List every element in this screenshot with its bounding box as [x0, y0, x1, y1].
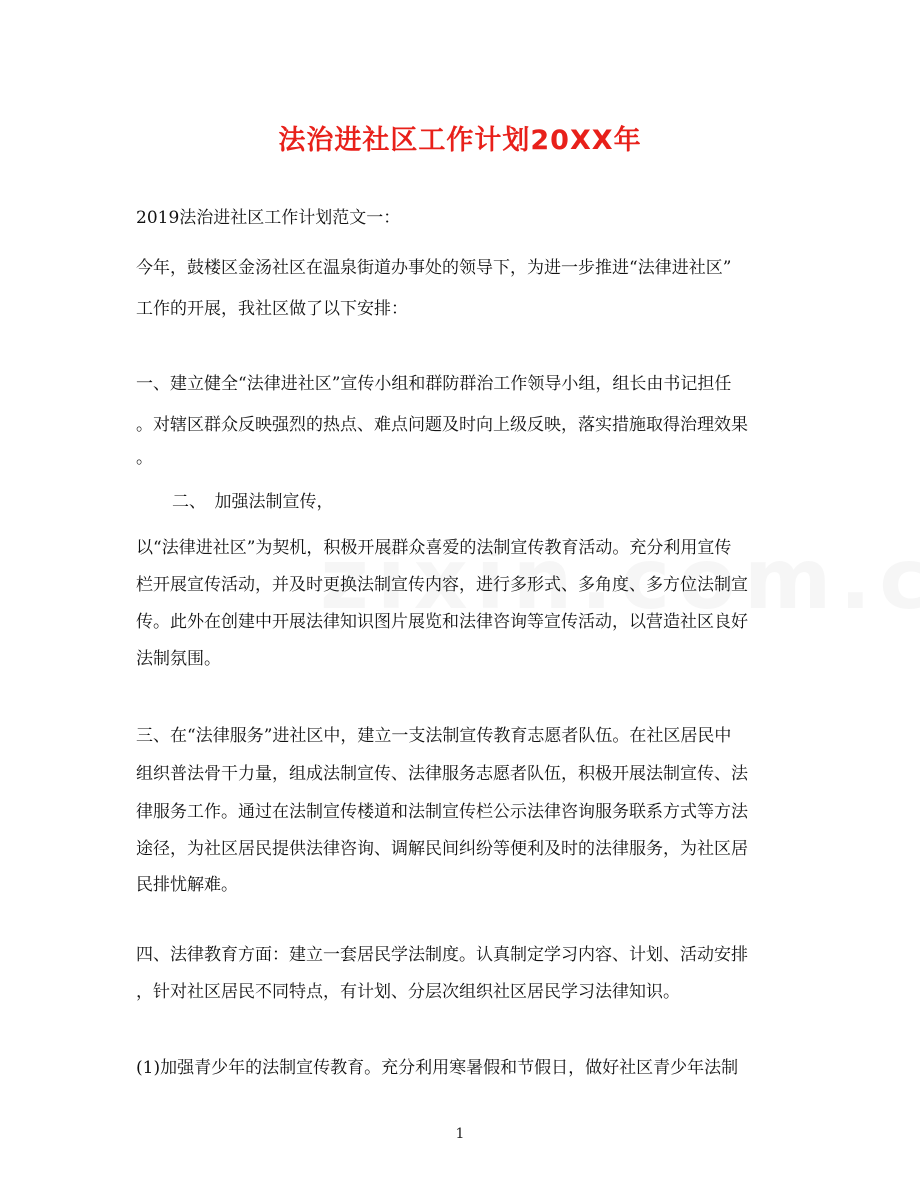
text-line: 民排忧解难。 — [136, 875, 238, 895]
document-title: 法治进社区工作计划20XX年 — [278, 125, 642, 156]
text-line: 法制氛围。 — [136, 649, 221, 669]
section-heading: 二、 加强法制宣传， — [172, 492, 334, 512]
text-line: 栏开展宣传活动，并及时更换法制宣传内容，进行多形式、多角度、多方位法制宣 — [136, 575, 748, 595]
text-line: ，针对社区居民不同特点，有计划、分层次组织社区居民学习法律知识。 — [136, 982, 680, 1002]
text-line: 三、在“法律服务”进社区中，建立一支法制宣传教育志愿者队伍。在社区居民中 — [136, 726, 732, 746]
text-line: 今年，鼓楼区金汤社区在温泉街道办事处的领导下，为进一步推进“法律进社区” — [136, 258, 732, 278]
text-line: 以“法律进社区”为契机，积极开展群众喜爱的法制宣传教育活动。充分利用宣传 — [136, 538, 732, 558]
text-line: 一、建立健全“法律进社区”宣传小组和群防群治工作领导小组，组长由书记担任 — [136, 374, 732, 394]
text-line: 律服务工作。通过在法制宣传楼道和法制宣传栏公示法律咨询服务联系方式等方法 — [136, 802, 748, 822]
text-line: (1)加强青少年的法制宣传教育。充分利用寒暑假和节假日，做好社区青少年法制 — [136, 1058, 739, 1078]
text-line: 2019法治进社区工作计划范文一： — [136, 208, 401, 228]
text-line: 工作的开展，我社区做了以下安排： — [136, 299, 408, 319]
text-line: 途径，为社区居民提供法律咨询、调解民间纠纷等便利及时的法律服务，为社区居 — [136, 839, 748, 859]
text-line: 传。此外在创建中开展法律知识图片展览和法律咨询等宣传活动，以营造社区良好 — [136, 612, 748, 632]
text-line: 。对辖区群众反映强烈的热点、难点问题及时向上级反映，落实措施取得治理效果 — [136, 415, 748, 435]
page-number: 1 — [455, 1126, 465, 1142]
text-line: 。 — [136, 448, 153, 468]
text-line: 组织普法骨干力量，组成法制宣传、法律服务志愿者队伍，积极开展法制宣传、法 — [136, 764, 748, 784]
text-line: 四、法律教育方面：建立一套居民学法制度。认真制定学习内容、计划、活动安排 — [136, 945, 748, 965]
